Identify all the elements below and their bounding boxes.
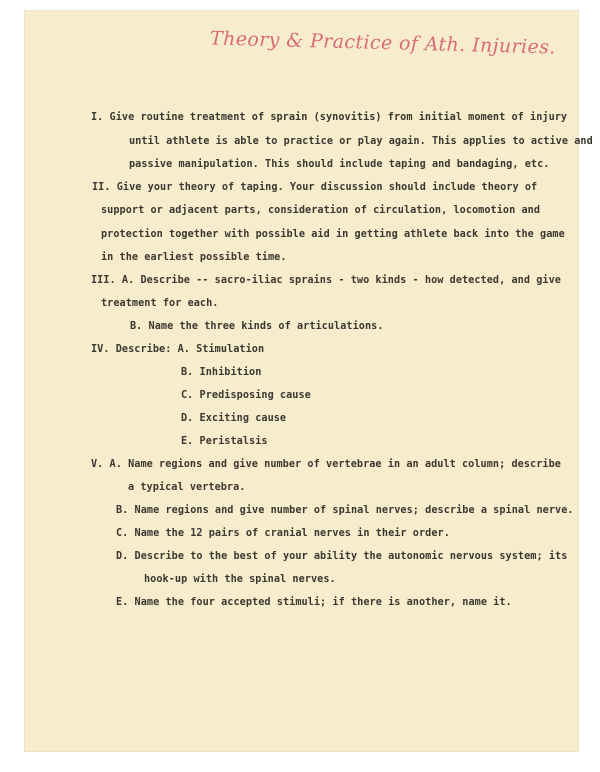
question-4d: D. Exciting cause <box>181 413 287 424</box>
question-1-line-3: passive manipulation. This should include taping and bandaging, etc. <box>129 159 550 170</box>
question-4e: E. Peristalsis <box>181 436 268 447</box>
question-2-line-1: II. Give your theory of taping. Your discussion should include theory of <box>92 182 538 193</box>
question-4a: IV. Describe: A. Stimulation <box>91 344 265 355</box>
question-2-line-2: support or adjacent parts, consideration of circulation, locomotion and <box>101 205 541 216</box>
question-3a-line-2: treatment for each. <box>101 298 219 309</box>
handwritten-title: Theory & Practice of Ath. Injuries. <box>209 27 557 59</box>
question-5c: C. Name the 12 pairs of cranial nerves in their order. <box>116 528 450 539</box>
question-5a-line-2: a typical vertebra. <box>128 482 246 493</box>
question-5b: B. Name regions and give number of spinal nerves; describe a spinal nerve. <box>116 505 574 516</box>
question-5d-line-2: hook-up with the spinal nerves. <box>144 574 336 585</box>
question-5d-line-1: D. Describe to the best of your ability the autonomic nervous system; its <box>116 551 568 562</box>
question-4b: B. Inhibition <box>181 367 262 378</box>
question-5e: E. Name the four accepted stimuli; if there is another, name it. <box>116 597 512 608</box>
question-3a-line-1: III. A. Describe -- sacro-iliac sprains - two kinds - how detected, and give <box>91 275 561 286</box>
question-2-line-4: in the earliest possible time. <box>101 252 287 263</box>
question-3b: B. Name the three kinds of articulations. <box>130 321 384 332</box>
question-4c: C. Predisposing cause <box>181 390 311 401</box>
question-1-line-2: until athlete is able to practice or play again. This applies to active and <box>129 136 593 147</box>
question-5a-line-1: V. A. Name regions and give number of vertebrae in an adult column; describe <box>91 459 561 470</box>
question-2-line-3: protection together with possible aid in getting athlete back into the game <box>101 229 565 240</box>
question-1-line-1: I. Give routine treatment of sprain (synovitis) from initial moment of injury <box>91 112 568 123</box>
